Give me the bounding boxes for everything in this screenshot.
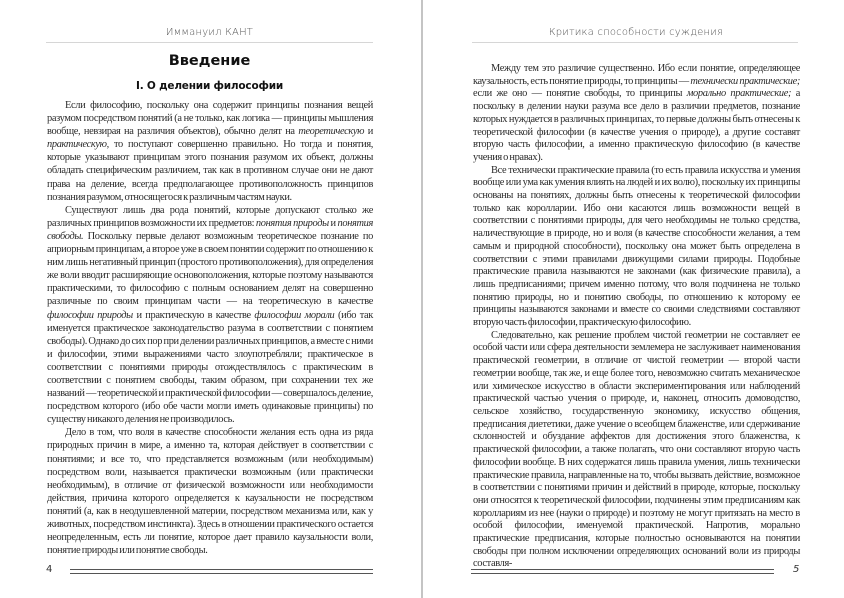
chapter-title: Введение: [168, 53, 251, 69]
text-run: то поступают совершенно правильно. Но тогда и понятия, которые указывают принципам этого познания разумом их объект, должны обладать специфическим различием, так как в противном случае они не дают права на деление, всегда предполагающее противоположность принципов познания разумом, относящегося к различным частям науки.: [47, 139, 373, 203]
right-body-text: [473, 63, 800, 570]
text-run: и практическую в качестве: [132, 309, 255, 321]
paragraph: Следовательно, как решение проблем чистой геометрии не составляет ее особой части или сфера деятельности землемера не заслуживает наименования практической геометрии, в отличие от чистой геометрии — второй части геометрии вообще, так же, и еще более того, невозможно считать механическое или химическое искусство в области экспериментирования или наблюдений практической частью учения о природе, и, наконец, относить домоводство, сельское хозяйство, государственную экономику, искусство общения, предписания диететики, даже учение о всеобщем блаженстве, или сдерживание склонностей и обуздание аффектов для достижения этого блаженства, к практической философии, а также полагать, что они составляют вторую часть философии вообще. В них содержатся лишь правила умения, лишь технически практические правила, направленные на то, чтобы вызвать действие, возможное в соответствии с понятиями причин и действий в природе, которые, поскольку они относятся к теоретической философии, подчинены этим предписаниям как короллариям из нее (науки о природе) и поэтому не могут притязать на место в особой философии, именуемой практической. Напротив, морально практические предписания, которые полностью основываются на понятии свободы при полном исключении определяющих оснований воли из природы составля-: [473, 329, 800, 570]
italic-term: понятия природы: [255, 217, 329, 229]
text-run: Между тем это различие существенно. Ибо если понятие, определяющее каузальность, есть понятие природы, то принципы —: [473, 63, 800, 87]
running-head-title: Критика способности суждения: [548, 27, 724, 38]
section-title: I. О делении философии: [135, 80, 284, 92]
italic-term: понятия свободы.: [47, 217, 373, 242]
paragraph: Все технически практические правила (то есть правила искусства и умения вообще или ума как умения влиять на людей и их волю), поскольку их принципы основаны на понятиях, должны быть отнесены к теоретической философии только как королларии. Ибо они касаются лишь возможности вещей в соответствии с понятиями природы, для чего необходимы не только средства, наличествующие в природе, но и воля (в качестве способности желания, а тем самым и природной способности), поскольку она может быть определена в соответствии с этими правилами движущими силами природы. Подобные практические правила называются не законами (как физические правила), а лишь предписаниями; причем именно потому, что воля подчинена не только понятию природы, но и понятию свободы, по отношению к которому ее принципы называются законами и вместе со своими следствиями составляют вторую часть философии, практическую философию.: [473, 164, 800, 329]
right-page: [423, 0, 844, 598]
text-run: и: [364, 126, 374, 138]
header-rule: [472, 42, 798, 43]
text-run: и: [328, 217, 338, 229]
header-rule: [46, 42, 373, 43]
page-number: 5: [793, 564, 800, 575]
text-run: если же оно — понятие свободы, то принципы: [473, 88, 687, 100]
left-body-text: [47, 99, 373, 557]
paragraph: [473, 63, 800, 165]
text-run: Если философию, поскольку она содержит принципы познания вещей разумом посредством понятий (а не только, как логика — принципы мышления вообще, невзирая на различия объектов), обычно делят на: [47, 100, 373, 138]
text-run: а поскольку в делении науки разума все дело в различии предметов, познание которых нуждается в различных принципах, то первые должны быть отнесены к теоретической философии (в качестве учения о природе), а другие составят вторую часть философии, а именно практическую философию (в качестве учения о нравах).: [473, 88, 800, 163]
left-page: [0, 0, 421, 598]
paragraph: [47, 99, 373, 204]
italic-term: морально практические;: [686, 88, 792, 100]
paragraph: [47, 204, 373, 427]
text-run: (ибо так именуется практическое законодательство разума в соответствии с понятием свободы). Однако до сих пор при делении различных принципов, а вместе с ними и философии, этими выражениями часто злоупотребляли; практическое в соответствии с понятиями природы отождествлялось с практическим в соответствии с понятием свободы, таким образом, при сохранении тех же названий — теоретической и практической философии — совершалось деление, посредством которого (ибо обе части могли иметь одинаковые принципы) по существу никакого деления не производилось.: [47, 309, 373, 426]
text-run: Существуют лишь два рода понятий, которые допускают столько же различных принципов возможности их предметов:: [47, 204, 373, 229]
paragraph: Дело в том, что воля в качестве способности желания есть одна из ряда природных причин в мире, а именно та, которая действует в соответствии с понятиями; и все то, что представляется возможным (или необходимым) посредством воли, называется практически возможным (или практически необходимым), в отличие от физической возможности или необходимости действия, причина которого определяется к каузальности не посредством понятий (а, как в неодушевленной материи, посредством механизма или, как у животных, посредством инстинкта). Здесь в отношении практического остается неопределенным, есть ли понятие, которое дает правило каузальности воли, понятие природы или понятие свободы.: [47, 427, 373, 557]
page-number: 4: [46, 564, 53, 575]
text-run: Поскольку первые делают возможным теоретическое познание по априорным принципам, а второе уже в своем понятии содержит по отношению к ним лишь негативный принцип (простого противоположения), для определения же воли вводит расширяющие основоположения, которые поэтому называются практическими, то философию с полным основанием делят на совершенно различные по своим принципам части — на теоретическую в качестве: [47, 230, 373, 308]
italic-term: технически практические;: [690, 75, 800, 87]
italic-term: теоретическую: [298, 126, 365, 138]
italic-term: философии морали: [254, 309, 335, 321]
footer-double-rule: [471, 569, 774, 574]
italic-term: философии природы: [47, 309, 133, 321]
running-head-author: Иммануил КАНТ: [165, 27, 254, 38]
footer-double-rule: [70, 569, 373, 574]
italic-term: практическую,: [47, 139, 109, 151]
